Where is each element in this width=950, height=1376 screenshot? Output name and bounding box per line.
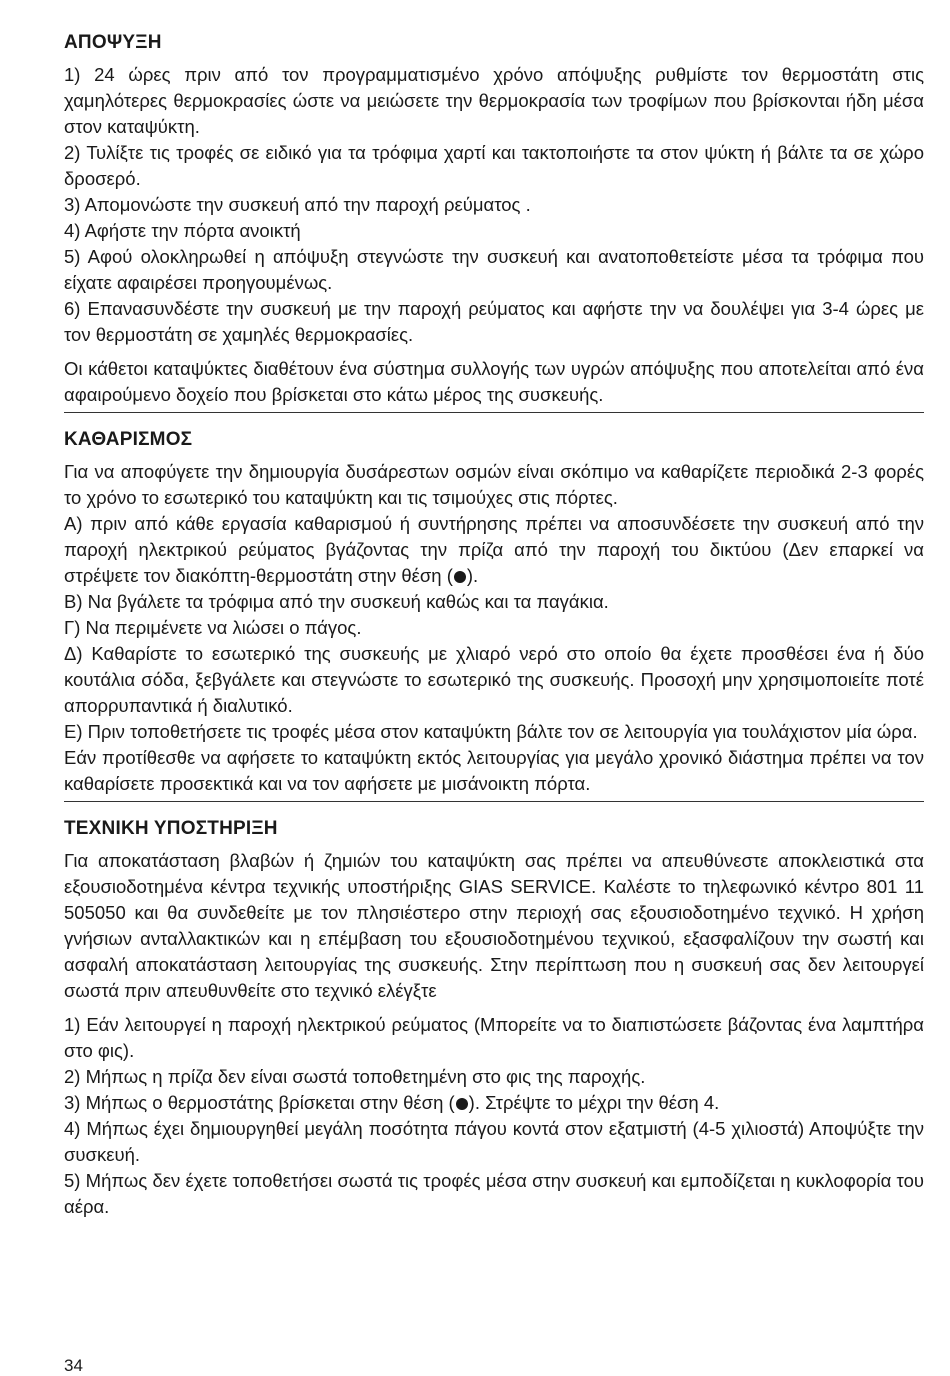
cleaning-intro: Για να αποφύγετε την δημιουργία δυσάρεστων οσμών είναι σκόπιμο να καθαρίζετε περιοδικά 2-3 φορές το χρόνο το εσωτερικό του καταψύκτη και τις τσιμούχες στις πόρτες. (64, 461, 924, 508)
cleaning-step-a-end: ). (466, 565, 479, 586)
support-title: ΤΕΧΝΙΚΗ ΥΠΟΣΤΗΡΙΞΗ (64, 818, 278, 839)
defrost-step-5: 5) Αφού ολοκληρωθεί η απόψυξη στεγνώστε την συσκευή και ανατοποθετείστε μέσα τα τρόφιμα που είχατε αφαιρέσει προηγουμένως. (64, 246, 924, 293)
support-step-5: 5) Μήπως δεν έχετε τοποθετήσει σωστά τις τροφές μέσα στην συσκευή και εμποδίζεται η κυκλοφορία του αέρα. (64, 1170, 924, 1217)
support-step-2: 2) Μήπως η πρίζα δεν είναι σωστά τοποθετημένη στο φις της παροχής. (64, 1066, 646, 1087)
cleaning-step-d: Δ) Καθαρίστε το εσωτερικό της συσκευής με χλιαρό νερό στο οποίο θα έχετε προσθέσει ένα ή δύο κουτάλια σόδα, ξεβγάλετε και στεγνώστε το εσωτερικό της συσκευής. Προσοχή μην χρησιμοποιείτε ποτέ απορρυπαντικά ή διαλυτικό. (64, 643, 924, 716)
defrost-title: ΑΠΟΨΥΞΗ (64, 32, 162, 53)
off-position-dot-icon (454, 571, 466, 583)
support-step-3-end: ). Στρέψτε το μέχρι την θέση 4. (468, 1092, 720, 1113)
cleaning-section (64, 427, 924, 797)
defrost-section (64, 30, 924, 408)
section-divider (64, 412, 924, 413)
support-step-3-text: 3) Μήπως ο θερμοστάτης βρίσκεται στην θέση ( (64, 1092, 455, 1113)
document-page (64, 30, 924, 1220)
support-step-4: 4) Μήπως έχει δημιουργηθεί μεγάλη ποσότητα πάγου κοντά στον εξατμιστή (4-5 χιλιοστά) Αποψύξτε την συσκευή. (64, 1118, 924, 1165)
cleaning-step-e: Ε) Πριν τοποθετήσετε τις τροφές μέσα στον καταψύκτη βάλτε τον σε λειτουργία για τουλάχιστον μία ώρα. (64, 721, 918, 742)
cleaning-step-c: Γ) Να περιμένετε να λιώσει ο πάγος. (64, 617, 362, 638)
section-divider (64, 801, 924, 802)
page-number: 34 (64, 1356, 83, 1375)
defrost-step-1: 1) 24 ώρες πριν από τον προγραμματισμένο χρόνο απόψυξης ρυθμίστε τον θερμοστάτη στις χαμηλότερες θερμοκρασίες ώστε να μειώσετε την θερμοκρασία των τροφίμων που βρίσκονται ήδη μέσα στον καταψύκτη. (64, 64, 924, 137)
cleaning-step-a (64, 511, 924, 589)
cleaning-note: Εάν προτίθεσθε να αφήσετε το καταψύκτη εκτός λειτουργίας για μεγάλο χρονικό διάστημα πρέπει να τον καθαρίσετε προσεκτικά και να τον αφήσετε με μισάνοικτη πόρτα. (64, 747, 924, 794)
defrost-step-2: 2) Τυλίξτε τις τροφές σε ειδικό για τα τρόφιμα χαρτί και τακτοποιήστε τα στον ψύκτη ή βάλτε τα σε χώρο δροσερό. (64, 142, 924, 189)
support-section (64, 816, 924, 1220)
cleaning-step-a-text: Α) πριν από κάθε εργασία καθαρισμού ή συντήρησης πρέπει να αποσυνδέσετε την συσκευή από την παροχή ηλεκτρικού ρεύματος βγάζοντας την πρίζα από την παροχή του δικτύου (Δεν επαρκεί να στρέψετε τον διακόπτη-θερμοστάτη στην θέση ( (64, 513, 924, 586)
support-intro: Για αποκατάσταση βλαβών ή ζημιών του καταψύκτη σας πρέπει να απευθύνεστε αποκλειστικά στα εξουσιοδοτημένα κέντρα τεχνικής υποστήριξης GIAS SERVICE. Καλέστε το τηλεφωνικό κέντρο 801 11 505050 και θα συνδεθείτε με τον πλησιέστερο στην περιοχή σας εξουσιοδοτημένο τεχνικό. Η χρήση γνήσιων ανταλλακτικών και η επέμβαση του εξουσιοδοτημένου τεχνικού, εξασφαλίζουν την σωστή και ασφαλή αποκατάσταση λειτουργίας της συσκευής. Στην περίπτωση που η συσκευή σας δεν λειτουργεί σωστά πριν απευθυνθείτε στο τεχνικό ελέγξτε (64, 850, 924, 1001)
defrost-step-3: 3) Απομονώστε την συσκευή από την παροχή ρεύματος . (64, 194, 531, 215)
off-position-dot-icon (456, 1098, 468, 1110)
defrost-note: Οι κάθετοι καταψύκτες διαθέτουν ένα σύστημα συλλογής των υγρών απόψυξης που αποτελείται από ένα αφαιρούμενο δοχείο που βρίσκεται στο κάτω μέρος της συσκευής. (64, 358, 924, 405)
defrost-step-4: 4) Αφήστε την πόρτα ανοικτή (64, 220, 301, 241)
cleaning-title: ΚΑΘΑΡΙΣΜΟΣ (64, 429, 193, 450)
support-step-3 (64, 1090, 924, 1116)
cleaning-step-b: Β) Να βγάλετε τα τρόφιμα από την συσκευή καθώς και τα παγάκια. (64, 591, 609, 612)
defrost-step-6: 6) Επανασυνδέστε την συσκευή με την παροχή ρεύματος και αφήστε την να δουλέψει για 3-4 ώρες με τον θερμοστάτη σε χαμηλές θερμοκρασίες. (64, 298, 924, 345)
support-step-1: 1) Εάν λειτουργεί η παροχή ηλεκτρικού ρεύματος (Μπορείτε να το διαπιστώσετε βάζοντας ένα λαμπτήρα στο φις). (64, 1014, 924, 1061)
